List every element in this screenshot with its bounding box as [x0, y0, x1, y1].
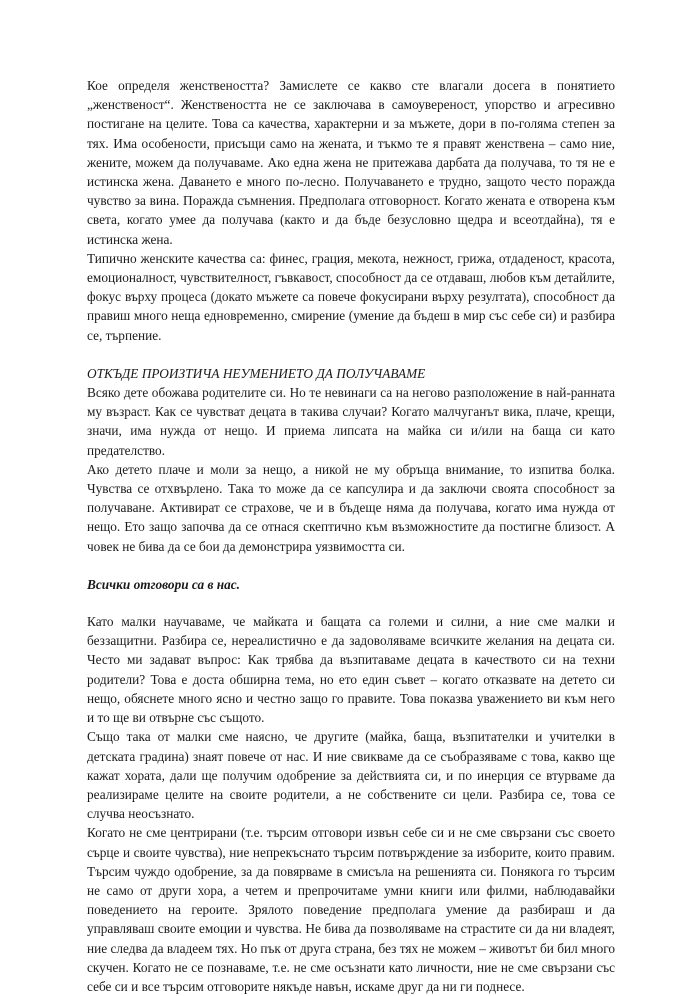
spacer [87, 345, 615, 364]
section1-paragraph-1: Всяко дете обожава родителите си. Но те невинаги са на негово разположение в най-ранната му възраст. Как се чувстват децата в такива случаи? Когато малчуганът вика, плаче, крещи, значи, има нужда от нещо. И приема липсата на майка си и/или на баща си като предателство. [87, 385, 615, 458]
intro-paragraph-1: Кое определя женствеността? Замислете се какво сте влагали досега в понятието „женственост“. Женствеността не се заключава в самоувереност, упорство и агресивно постигане на целите. Това са качества, характерни и за мъжете, дори в по-голяма степен за тях. Има особености, присъщи само на жената, и тъкмо те я правят женствена – само ние, жените, можем да получаваме. Ако една жена не притежава дарбата да получава, то тя не е истинска жена. Даването е много по-лесно. Получаването е трудно, защото често поражда чувство за вина. Поражда съмнения. Предполага отговорност. Когато жената е отворена към света, когато умее да получава (както и да бъде безусловно щедра и всеотдайна), тя е истинска жена. [87, 78, 615, 247]
section2-paragraph-3: Когато не сме центрирани (т.е. търсим отговори извън себе си и не сме свързани със своето сърце и своите чувства), ние непрекъснато търсим потвърждение за изборите, които правим. Търсим чуждо одобрение, за да повярваме в смисъла на решенията си. Понякога го търсим не само от други хора, а четем и препрочитаме умни книги или филми, наблюдавайки поведението на героите. Зрялото поведение предполага умение да разбираш и да управляваш своите емоции и чувства. Не бива да позволяваме на страстите си да ни владеят, ние следва да владеем тях. Но пък от друга страна, без тях не можем – животът би бил много скучен. Когато не се познаваме, т.е. не сме осъзнати като личности, ние не сме свързани със себе си и все търсим отговорите някъде навън, искаме друг да ни ги поднесе. [87, 825, 615, 994]
spacer [87, 556, 615, 575]
section2-paragraph-1: Като малки научаваме, че майката и бащата са големи и силни, а ние сме малки и беззащитни. Разбира се, нереалистично е да задоволяваме всичките желания на децата си. Често ми задават въпрос: Как трябва да възпитаваме децата в качеството си на техни родители? Това е доста обширна тема, но ето един съвет – когато отказвате на детето си нещо, обяснете много ясно и честно защо го правите. Това показва уважението ви към него и то ще ви отвърне със същото. [87, 614, 615, 726]
spacer [87, 594, 615, 612]
document-page [87, 76, 615, 996]
section2-paragraph-2: Също така от малки сме наясно, че другите (майка, баща, възпитателки и учителки в детската градина) знаят повече от нас. И ние свикваме да се съобразяваме с това, какво ще кажат хората, дали ще получим одобрение за действията си, и по инерция се втурваме да реализираме целите на своите родители, а не собствените си цели. Разбира се, това се случва неосъзнато. [87, 729, 615, 822]
section-heading-answers: Всички отговори са в нас. [87, 576, 240, 592]
section-heading-receiving: ОТКЪДЕ ПРОИЗТИЧА НЕУМЕНИЕТО ДА ПОЛУЧАВАМЕ [87, 365, 426, 381]
section1-paragraph-2: Ако детето плаче и моли за нещо, а никой не му обръща внимание, то изпитва болка. Чувства се отхвърлено. Така то може да се капсулира и да заключи своята способност за получаване. Активират се страхове, че и в бъдеще няма да получава, когато има нужда от нещо. Ето защо започва да се отнася скептично към възможностите да постигне близост. А човек не бива да се бои да демонстрира уязвимостта си. [87, 461, 615, 554]
intro-paragraph-2: Типично женските качества са: финес, грация, мекота, нежност, грижа, отдаденост, красота, емоционалност, чувствителност, гъвкавост, способност да се отдаваш, любов към детайлите, фокус върху процеса (докато мъжете са повече фокусирани върху резултата), способност да правиш много неща едновременно, смирение (умение да бъдеш в мир със себе си) и разбира се, търпение. [87, 250, 615, 343]
